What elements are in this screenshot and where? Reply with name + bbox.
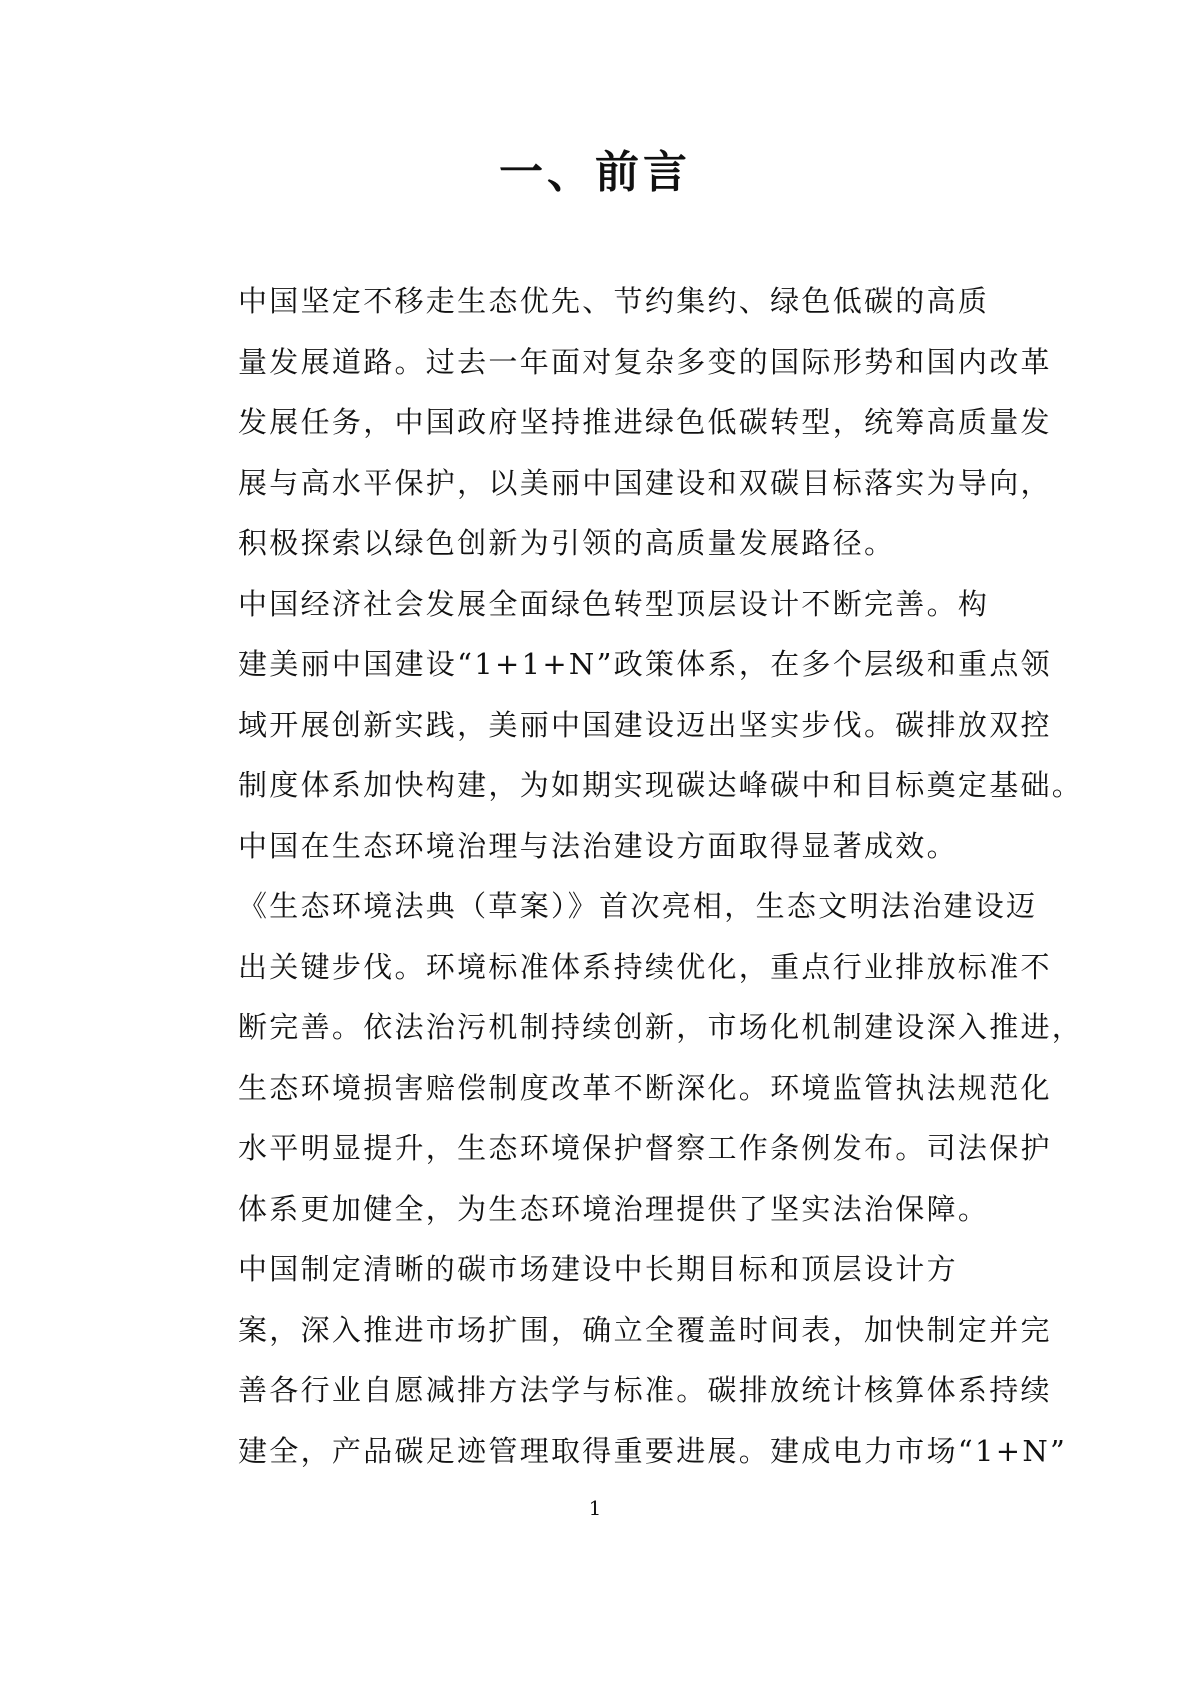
paragraph-2 — [180, 574, 1084, 816]
text-line: 域开展创新实践，美丽中国建设迈出坚实步伐。碳排放双控 — [238, 707, 1052, 742]
paragraph-1 — [180, 271, 1052, 574]
text-line: 生态环境损害赔偿制度改革不断深化。环境监管执法规范化 — [238, 1070, 1052, 1105]
body-text — [180, 271, 1084, 1481]
paragraph-4 — [180, 1239, 1068, 1481]
page-number: 1 — [588, 1496, 602, 1520]
text-line: 案，深入推进市场扩围，确立全覆盖时间表，加快制定并完 — [238, 1312, 1052, 1347]
text-line: 中国在生态环境治理与法治建设方面取得显著成效。 — [238, 828, 958, 863]
text-line: 中国制定清晰的碳市场建设中长期目标和顶层设计方 — [238, 1252, 958, 1286]
text-line: 建全，产品碳足迹管理取得重要进展。建成电力市场“1+N” — [238, 1433, 1068, 1468]
text-line: 建美丽中国建设“1+1+N”政策体系，在多个层级和重点领 — [238, 647, 1052, 681]
text-line: 出关键步伐。环境标准体系持续优化，重点行业排放标准不 — [238, 949, 1052, 984]
text-line: 量发展道路。过去一年面对复杂多变的国际形势和国内改革 — [238, 344, 1052, 379]
text-line: 中国坚定不移走生态优先、节约集约、绿色低碳的高质 — [238, 284, 990, 318]
text-line: 善各行业自愿减排方法学与标准。碳排放统计核算体系持续 — [238, 1373, 1052, 1407]
text-line: 断完善。依法治污机制持续创新，市场化机制建设深入推进， — [238, 1010, 1084, 1044]
text-line: 体系更加健全，为生态环境治理提供了坚实法治保障。 — [238, 1191, 990, 1226]
text-line: 水平明显提升，生态环境保护督察工作条例发布。司法保护 — [238, 1131, 1052, 1165]
text-line: 中国经济社会发展全面绿色转型顶层设计不断完善。构 — [238, 586, 990, 621]
text-line: 发展任务，中国政府坚持推进绿色低碳转型，统筹高质量发 — [238, 405, 1052, 439]
page-title: 一、前言 — [499, 147, 691, 198]
text-line: 《生态环境法典（草案）》首次亮相，生态文明法治建设迈 — [238, 889, 1038, 923]
paragraph-3 — [180, 816, 1084, 1240]
text-line: 积极探索以绿色创新为引领的高质量发展路径。 — [238, 526, 896, 560]
text-line: 展与高水平保护，以美丽中国建设和双碳目标落实为导向， — [238, 465, 1052, 500]
text-line: 制度体系加快构建，为如期实现碳达峰碳中和目标奠定基础。 — [238, 768, 1084, 802]
